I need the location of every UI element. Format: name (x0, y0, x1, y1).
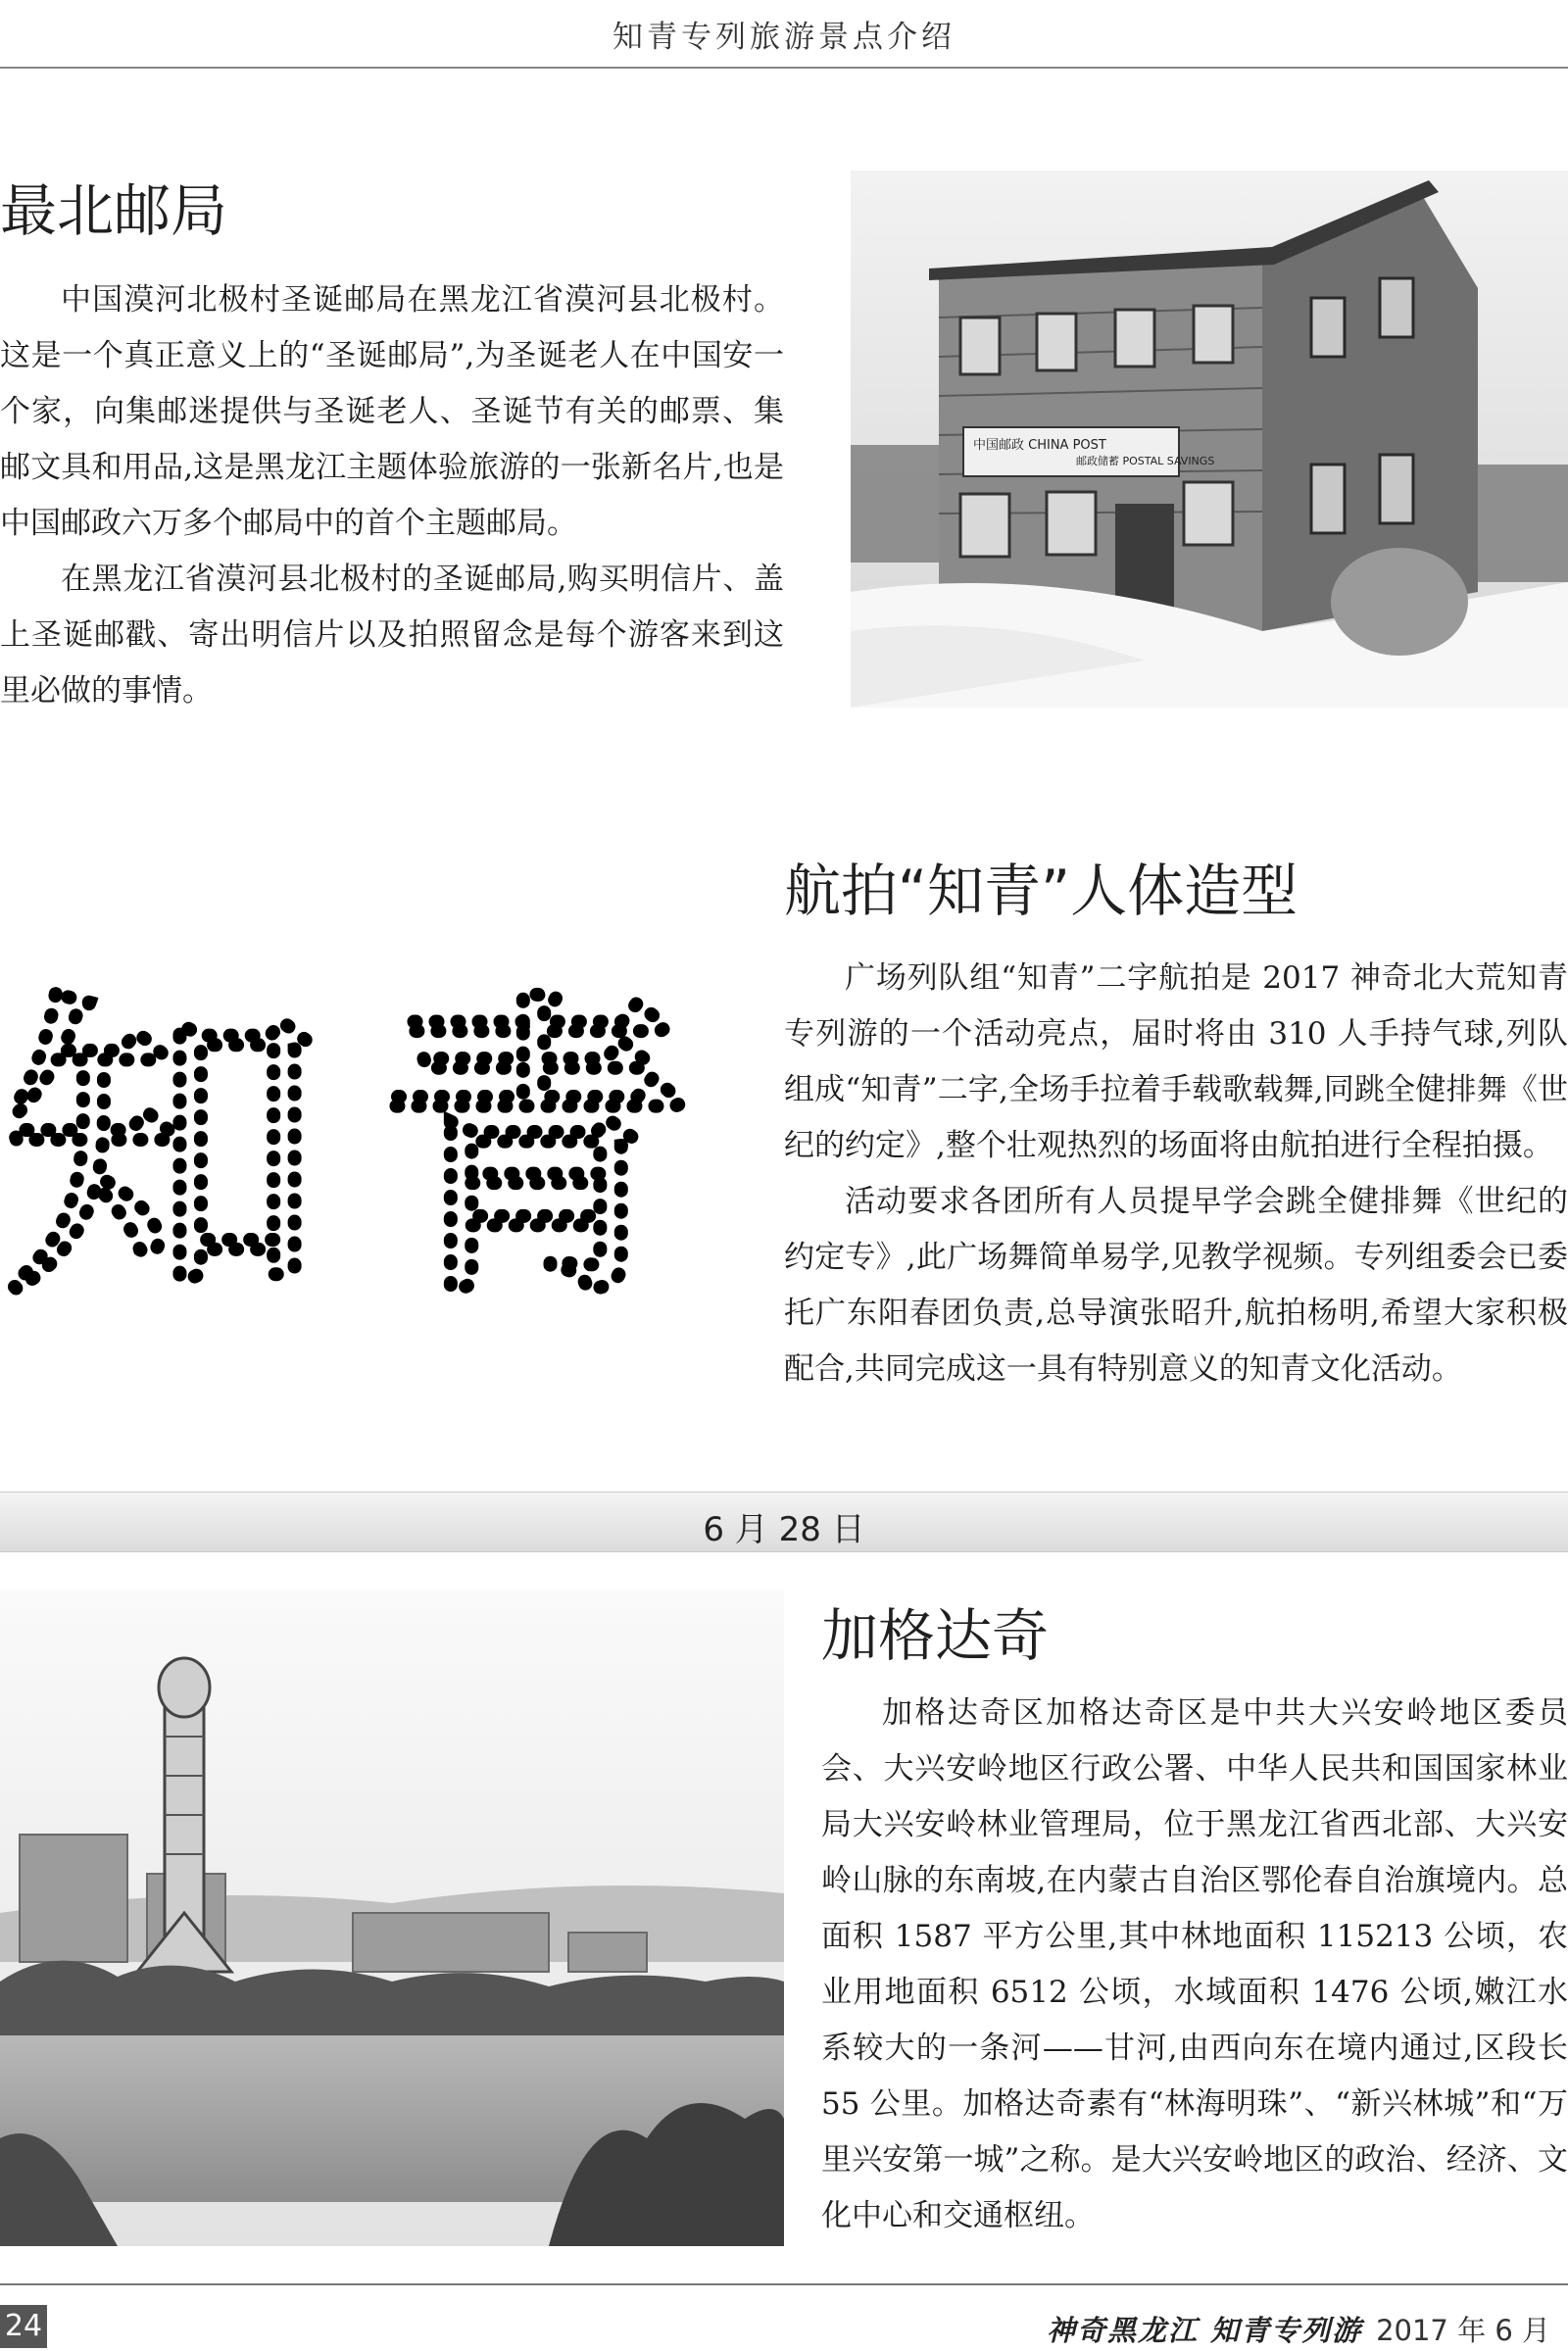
post-office-paragraph-1: 中国漠河北极村圣诞邮局在黑龙江省漠河县北极村。这是一个真正意义上的“圣诞邮局”,为圣诞老人在中国安一个家，向集邮迷提供与圣诞老人、圣诞节有关的邮票、集邮文具和用品,这是黑龙江主题体验旅游的一张新名片,也是中国邮政六万多个邮局中的首个主题邮局。 (0, 282, 784, 541)
photo-sign-post: 中国邮政 CHINA POST (973, 438, 1106, 453)
jiagedaqi-text (821, 1686, 1568, 2244)
date-bar (0, 1492, 1568, 1552)
footer-rule (0, 2283, 1568, 2285)
photo-sign-savings: 邮政储蓄 POSTAL SAVINGS (1076, 455, 1215, 467)
footer-publication-name: 神奇黑龙江 知青专列游 (1046, 2314, 1363, 2347)
page-number: 24 (0, 2305, 47, 2348)
section-title-post-office: 最北邮局 (0, 177, 228, 244)
dot-character-zhi: 知 (0, 970, 323, 1333)
header-title: 知青专列旅游景点介绍 (612, 20, 956, 55)
post-office-photo (851, 171, 1568, 708)
header-rule (0, 67, 1568, 69)
section-title-jiagedaqi: 加格达奇 (821, 1602, 1050, 1669)
aerial-paragraph-2: 活动要求各团所有人员提早学会跳全健排舞《世纪的约定专》,此广场舞简单易学,见教学视频。专列组委会已委托广东阳春团负责,总导演张昭升,航拍杨明,希望大家积极配合,共同完成这一具有特别意义的知青文化活动。 (784, 1184, 1568, 1387)
post-office-text (0, 272, 784, 719)
dot-character-qing: 青 (372, 970, 696, 1333)
dot-characters-graphic (0, 970, 725, 1333)
jiagedaqi-paragraph-1: 加格达奇区加格达奇区是中共大兴安岭地区委员会、大兴安岭地区行政公署、中华人民共和国国家林业局大兴安岭林业管理局，位于黑龙江省西北部、大兴安岭山脉的东南坡,在内蒙古自治区鄂伦春自治旗境内。总面积 1587 平方公里,其中林地面积 115213 公顷，农业用地面积 6512 公顷，水域面积 1476 公顷,嫩江水系较大的一条河——甘河,由西向东在境内通过,区段长 55 公里。加格达奇素有“林海明珠”、“新兴林城”和“万里兴安第一城”之称。是大兴安岭地区的政治、经济、文化中心和交通枢纽。 (821, 1695, 1568, 2233)
aerial-text (784, 951, 1568, 1397)
date-bar-label: 6 月 28 日 (703, 1510, 865, 1549)
footer-date: 2017 年 6 月 (1376, 2314, 1550, 2347)
aerial-paragraph-1: 广场列队组“知青”二字航拍是 2017 神奇北大荒知青专列游的一个活动亮点，届时将由 310 人手持气球,列队组成“知青”二字,全场手拉着手载歌载舞,同跳全健排舞《世纪的约定》,整个壮观热烈的场面将由航拍进行全程拍摄。 (784, 960, 1568, 1163)
page-header (0, 0, 1568, 73)
footer-publication (1047, 2309, 1550, 2349)
post-office-paragraph-2: 在黑龙江省漠河县北极村的圣诞邮局,购买明信片、盖上圣诞邮戳、寄出明信片以及拍照留念是每个游客来到这里必做的事情。 (0, 562, 784, 709)
jiagedaqi-photo (0, 1590, 784, 2246)
section-title-aerial: 航拍“知青”人体造型 (784, 857, 1298, 924)
